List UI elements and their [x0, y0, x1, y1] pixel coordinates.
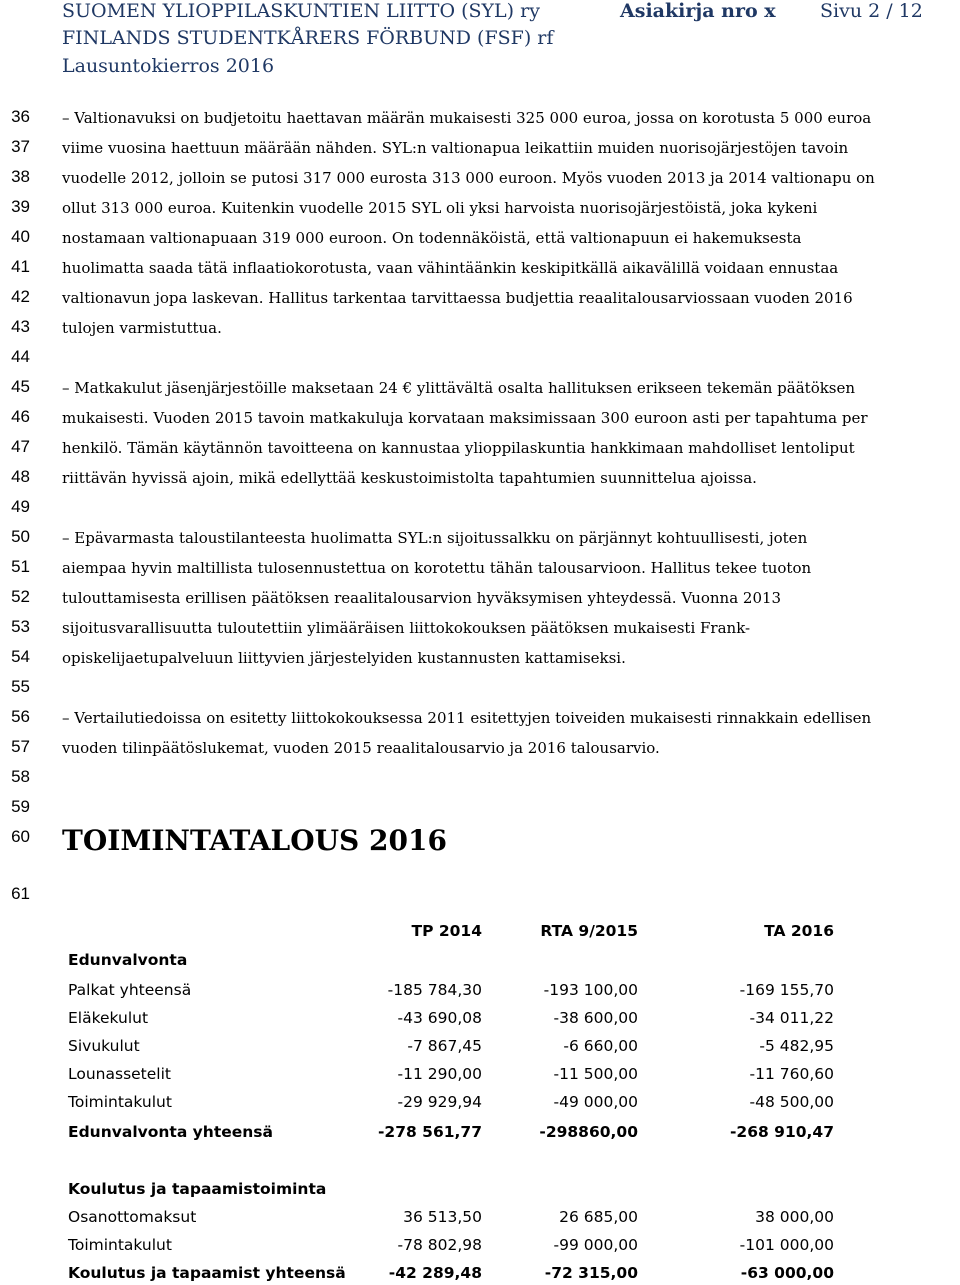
table-cell: -48 500,00: [749, 1093, 834, 1111]
line-number: 36: [11, 107, 30, 126]
table-cell: -5 482,95: [759, 1037, 834, 1055]
text-line: vuodelle 2012, jolloin se putosi 317 000 eurosta 313 000 euroon. Myös vuoden 2013 ja 2014 valtionapu on: [62, 169, 875, 187]
table-cell: -7 867,45: [407, 1037, 482, 1055]
table-cell: 38 000,00: [755, 1208, 834, 1226]
text-line: riittävän hyvissä ajoin, mikä edellyttää keskustoimistolta tapahtumien suunnittelua ajoissa.: [62, 469, 757, 487]
line-number: 60: [11, 827, 30, 846]
table-row: [68, 1205, 838, 1229]
table-cell: Toimintakulut: [68, 1236, 172, 1254]
table-row: [68, 1233, 838, 1257]
text-line: viime vuosina haettuun määrään nähden. SYL:n valtionapua leikattiin muiden nuorisojärjestöjen tavoin: [62, 139, 849, 157]
table-cell: Koulutus ja tapaamist yhteensä: [68, 1264, 346, 1282]
table-cell: -38 600,00: [553, 1009, 638, 1027]
line-number: 57: [11, 737, 30, 756]
table-cell: -169 155,70: [739, 981, 834, 999]
text-line: mukaisesti. Vuoden 2015 tavoin matkakuluja korvataan maksimissaan 300 euroon asti per tapahtuma per: [62, 409, 868, 427]
table-cell: -63 000,00: [740, 1264, 834, 1282]
line-number: 42: [11, 287, 30, 306]
table-cell: -29 929,94: [397, 1093, 482, 1111]
table-cell: Palkat yhteensä: [68, 981, 192, 999]
table-cell: -11 290,00: [397, 1065, 482, 1083]
line-number: 45: [11, 377, 30, 396]
table-cell: -11 500,00: [553, 1065, 638, 1083]
line-number: 40: [11, 227, 30, 246]
line-number: 50: [11, 527, 30, 546]
line-number: 58: [11, 767, 30, 786]
table-header-row: [68, 919, 838, 943]
text-line: opiskelijaetupalveluun liittyvien järjestelyiden kustannusten kattamiseksi.: [62, 649, 626, 667]
text-line: aiempaa hyvin maltillista tulosennustettua on korotettu tähän talousarvioon. Hallitus tekee tuoton: [62, 559, 812, 577]
table-cell: Edunvalvonta yhteensä: [68, 1123, 273, 1141]
line-number: 46: [11, 407, 30, 426]
text-line: sijoitusvarallisuutta tuloutettiin ylimääräisen liittokokouksen päätöksen mukaisesti Frank-: [62, 619, 751, 637]
table-row: [68, 948, 838, 972]
table-cell: -99 000,00: [553, 1236, 638, 1254]
line-number: 59: [11, 797, 30, 816]
table-row: [68, 1006, 838, 1030]
line-number: 53: [11, 617, 30, 636]
header-subtitle: Lausuntokierros 2016: [62, 55, 275, 77]
text-line: ollut 313 000 euroa. Kuitenkin vuodelle 2015 SYL oli yksi harvoista nuorisojärjestöistä, joka kykeni: [62, 199, 818, 217]
table-row: [68, 1120, 838, 1144]
table-cell: -298860,00: [539, 1123, 638, 1141]
column-header: TA 2016: [764, 922, 834, 940]
header-document-number: Asiakirja nro x: [620, 0, 776, 22]
table-cell: -42 289,48: [388, 1264, 482, 1282]
table-row: [68, 1062, 838, 1086]
line-number: 38: [11, 167, 30, 186]
table-row: [68, 1261, 838, 1285]
table-cell: Edunvalvonta: [68, 951, 188, 969]
line-number: 61: [11, 884, 30, 903]
table-cell: -6 660,00: [563, 1037, 638, 1055]
table-cell: Osanottomaksut: [68, 1208, 197, 1226]
column-header: TP 2014: [411, 922, 482, 940]
line-number: 55: [11, 677, 30, 696]
header-org-sv: FINLANDS STUDENTKÅRERS FÖRBUND (FSF) rf: [62, 27, 554, 49]
table-cell: -78 802,98: [397, 1236, 482, 1254]
line-number: 48: [11, 467, 30, 486]
table-cell: -278 561,77: [378, 1123, 482, 1141]
text-line: – Epävarmasta taloustilanteesta huolimatta SYL:n sijoitussalkku on pärjännyt kohtuullisesti, joten: [62, 529, 808, 547]
table-cell: -34 011,22: [749, 1009, 834, 1027]
text-line: tulouttamisesta erillisen päätöksen reaalitalousarvion hyväksymisen yhteydessä. Vuonna 2013: [62, 589, 782, 607]
text-line: – Valtionavuksi on budjetoitu haettavan määrän mukaisesti 325 000 euroa, jossa on korotusta 5 000 euroa: [62, 109, 872, 127]
text-line: henkilö. Tämän käytännön tavoitteena on kannustaa ylioppilaskuntia hankkimaan mahdolliset lentoliput: [62, 439, 855, 457]
table-cell: Koulutus ja tapaamistoiminta: [68, 1180, 327, 1198]
line-number: 47: [11, 437, 30, 456]
table-cell: 36 513,50: [403, 1208, 482, 1226]
table-cell: -101 000,00: [739, 1236, 834, 1254]
table-cell: -49 000,00: [553, 1093, 638, 1111]
table-cell: -193 100,00: [543, 981, 638, 999]
section-heading: TOIMINTATALOUS 2016: [62, 824, 447, 857]
text-line: nostamaan valtionapuaan 319 000 euroon. On todennäköistä, että valtionapuun ei hakemuksesta: [62, 229, 802, 247]
table-cell: Eläkekulut: [68, 1009, 149, 1027]
header-org-fi: SUOMEN YLIOPPILASKUNTIEN LIITTO (SYL) ry: [62, 0, 540, 22]
line-number: 37: [11, 137, 30, 156]
line-number: 52: [11, 587, 30, 606]
text-line: – Vertailutiedoissa on esitetty liittokokouksessa 2011 esitettyjen toiveiden mukaisesti rinnakkain edellisen: [62, 709, 872, 727]
table-cell: -268 910,47: [730, 1123, 834, 1141]
line-number: 43: [11, 317, 30, 336]
column-header: RTA 9/2015: [540, 922, 638, 940]
text-line: huolimatta saada tätä inflaatiokorotusta, vaan vähintäänkin keskipitkällä aikavälillä voidaan ennustaa: [62, 259, 839, 277]
line-number: 56: [11, 707, 30, 726]
table-row: [68, 978, 838, 1002]
table-cell: -11 760,60: [749, 1065, 834, 1083]
table-cell: Lounassetelit: [68, 1065, 171, 1083]
table-cell: Toimintakulut: [68, 1093, 172, 1111]
table-cell: Sivukulut: [68, 1037, 140, 1055]
line-number: 51: [11, 557, 30, 576]
table-cell: -43 690,08: [397, 1009, 482, 1027]
line-number: 54: [11, 647, 30, 666]
table-row: [68, 1034, 838, 1058]
table-cell: -185 784,30: [387, 981, 482, 999]
line-number: 39: [11, 197, 30, 216]
line-number: 41: [11, 257, 30, 276]
text-line: tulojen varmistuttua.: [62, 319, 222, 337]
table-row: [68, 1090, 838, 1114]
text-line: – Matkakulut jäsenjärjestöille maksetaan 24 € ylittävältä osalta hallituksen erikseen tekemän päätöksen: [62, 379, 856, 397]
line-number: 44: [11, 347, 30, 366]
table-cell: 26 685,00: [559, 1208, 638, 1226]
text-line: vuoden tilinpäätöslukemat, vuoden 2015 reaalitalousarvio ja 2016 talousarvio.: [62, 739, 660, 757]
table-cell: -72 315,00: [544, 1264, 638, 1282]
header-page-number: Sivu 2 / 12: [820, 0, 923, 22]
line-number: 49: [11, 497, 30, 516]
text-line: valtionavun jopa laskevan. Hallitus tarkentaa tarvittaessa budjettia reaalitalousarviossaan vuoden 2016: [62, 289, 853, 307]
table-row: [68, 1177, 838, 1201]
